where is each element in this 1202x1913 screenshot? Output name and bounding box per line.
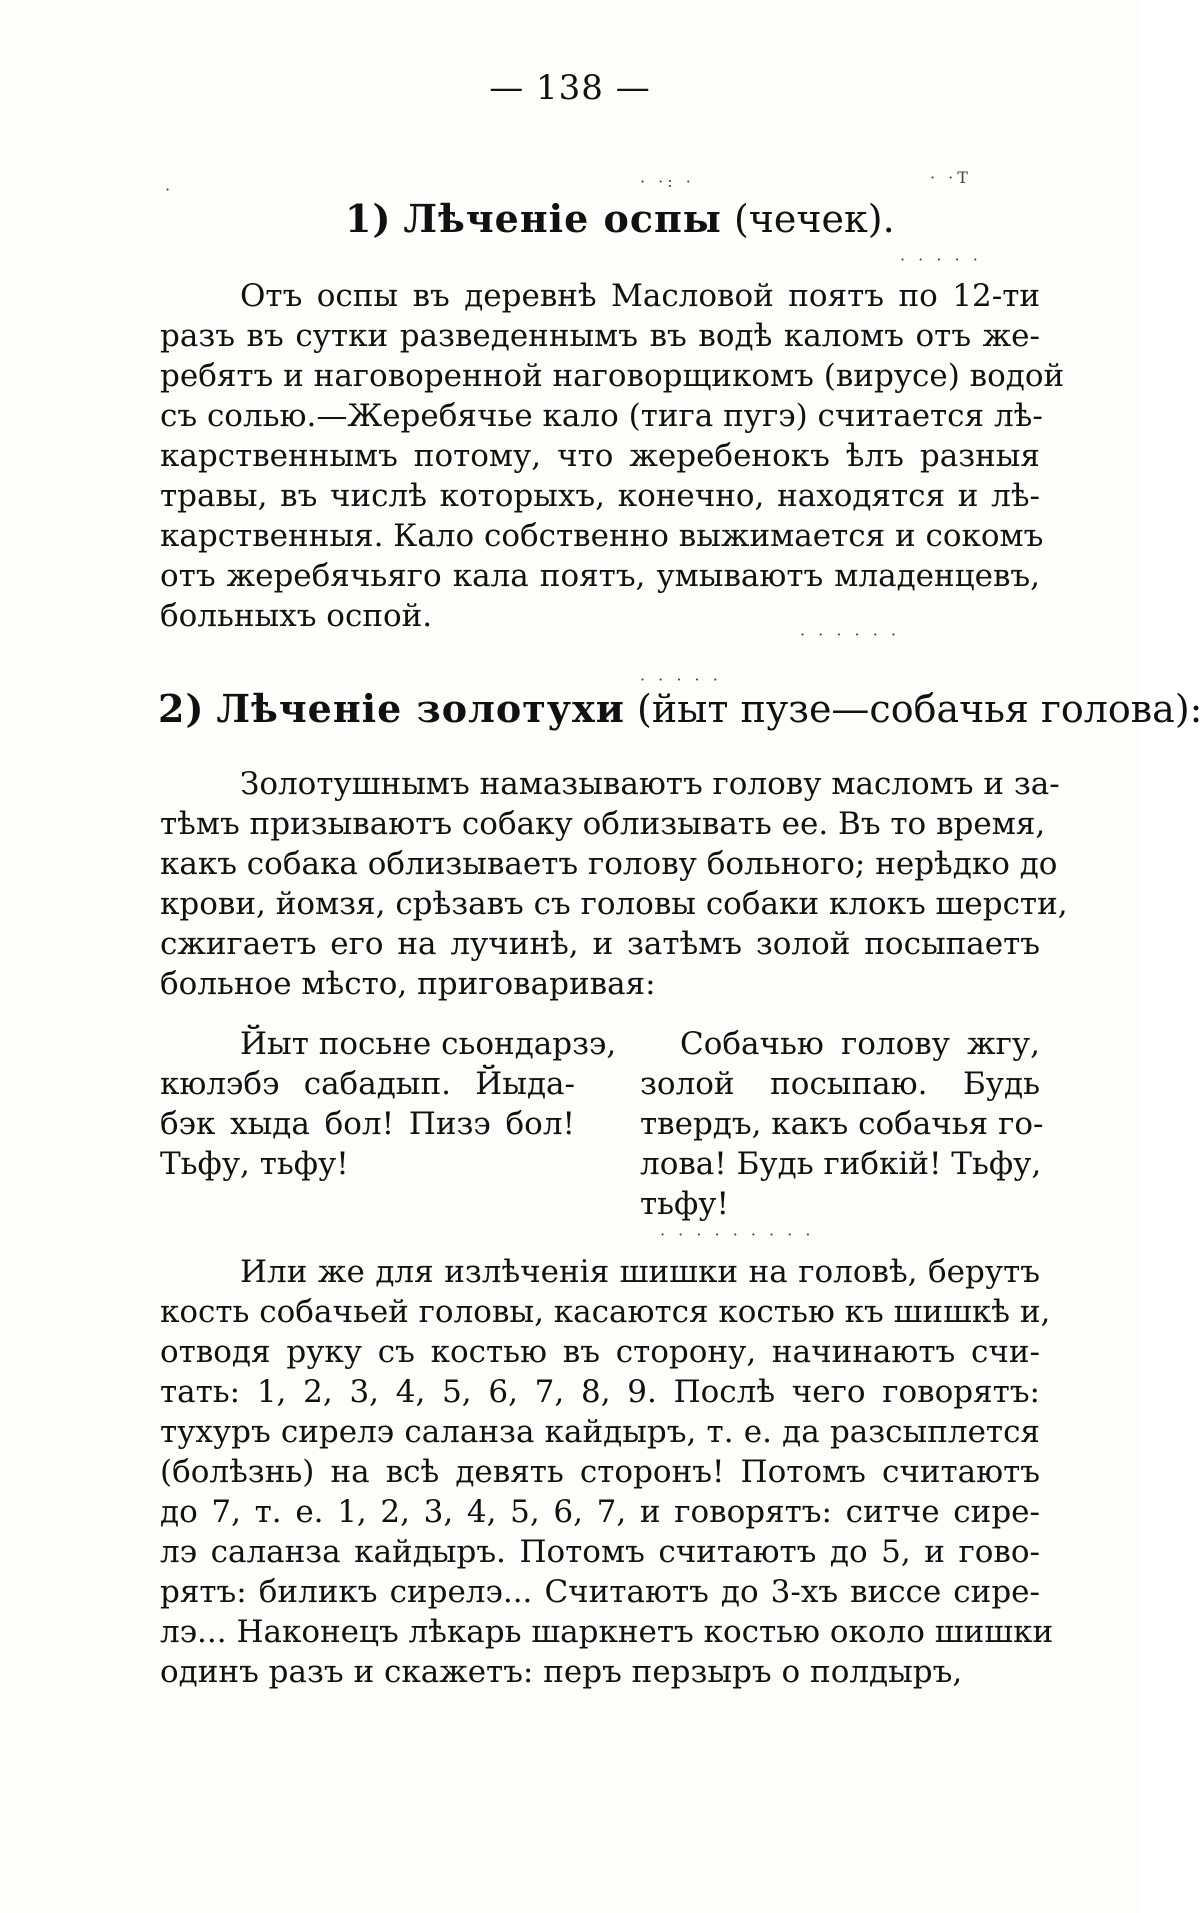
verse-line: Тьфу, тьфу! bbox=[160, 1146, 349, 1182]
text-line: рятъ: биликъ сирелэ... Считаютъ до 3-хъ виссе сире- bbox=[160, 1574, 1040, 1610]
text-line: крови, йомзя, срѣзавъ съ головы собаки клокъ шерсти, bbox=[160, 886, 1068, 922]
scan-noise: · · · · · bbox=[640, 670, 722, 689]
verse-line: бэк хыда бол! Пизэ бол! bbox=[160, 1106, 575, 1142]
scan-noise: · · · · · · bbox=[800, 625, 900, 644]
verse-line: Собачью голову жгу, bbox=[680, 1026, 1040, 1062]
text-line: карственнымъ потому, что жеребенокъ ѣлъ разныя bbox=[160, 438, 1040, 474]
text-line: Золотушнымъ намазываютъ голову масломъ и за- bbox=[240, 766, 1060, 802]
text-line: сжигаетъ его на лучинѣ, и затѣмъ золой посыпаетъ bbox=[160, 926, 1040, 962]
text-line: какъ собака облизываетъ голову больного; нерѣдко до bbox=[160, 846, 1058, 882]
scan-noise: · bbox=[165, 180, 175, 199]
scan-noise: · ·Т bbox=[930, 168, 972, 187]
text-line: тухуръ сирелэ саланза кайдыръ, т. е. да разсыплется bbox=[160, 1414, 1040, 1450]
verse-line: твердъ, какъ собачья го- bbox=[640, 1106, 1044, 1142]
text-line: одинъ разъ и скажетъ: перъ перзыръ о полдыръ, bbox=[160, 1654, 963, 1690]
incantation-translation bbox=[640, 1024, 1044, 1224]
text-line: разъ въ сутки разведеннымъ въ водѣ каломъ отъ же- bbox=[160, 318, 1040, 354]
section-heading bbox=[345, 196, 895, 241]
paragraph-bump-cure bbox=[160, 1252, 1054, 1692]
heading-title: Лѣченіе оспы bbox=[403, 196, 722, 241]
text-line: больныхъ оспой. bbox=[160, 598, 433, 634]
text-line: карственныя. Кало собственно выжимается и сокомъ bbox=[160, 518, 1044, 554]
heading-aside: (чечек). bbox=[733, 197, 895, 241]
text-line: тать: 1, 2, 3, 4, 5, 6, 7, 8, 9. Послѣ чего говорятъ: bbox=[160, 1374, 1040, 1410]
text-line: до 7, т. е. 1, 2, 3, 4, 5, 6, 7, и говорятъ: ситче сире- bbox=[160, 1494, 1040, 1530]
text-line: лэ саланза кайдыръ. Потомъ считаютъ до 5, и гово- bbox=[160, 1534, 1040, 1570]
text-line: лэ... Наконецъ лѣкарь шаркнетъ костью около шишки bbox=[160, 1614, 1054, 1650]
verse-line: тьфу! bbox=[640, 1186, 729, 1222]
text-line: ребятъ и наговоренной наговорщикомъ (вирусе) водой bbox=[160, 358, 1065, 394]
heading-number: 2) bbox=[158, 686, 205, 731]
text-line: съ солью.—Жеребячье кало (тига пугэ) считается лѣ- bbox=[160, 398, 1043, 434]
text-line: отводя руку съ костью въ сторону, начинаютъ счи- bbox=[160, 1334, 1040, 1370]
heading-aside: (йыт пузе—собачья голова): bbox=[637, 687, 1202, 731]
paragraph-scrofula bbox=[160, 764, 1068, 1004]
paragraph-smallpox bbox=[160, 276, 1065, 636]
verse-line: кюлэбэ сабадып. Йыда- bbox=[160, 1066, 575, 1102]
text-line: тѣмъ призываютъ собаку облизывать ее. Въ то время, bbox=[160, 806, 1046, 842]
text-line: Отъ оспы въ деревнѣ Масловой поятъ по 12-ти bbox=[240, 278, 1040, 314]
section-heading bbox=[158, 686, 1202, 731]
text-line: травы, въ числѣ которыхъ, конечно, находятся и лѣ- bbox=[160, 478, 1040, 514]
text-line: кость собачьей головы, касаются костью къ шишкѣ и, bbox=[160, 1294, 1051, 1330]
scan-noise: · · · · · bbox=[900, 250, 982, 269]
heading-number: 1) bbox=[345, 196, 392, 241]
text-line: Или же для излѣченія шишки на головѣ, берутъ bbox=[240, 1254, 1040, 1290]
incantation-original bbox=[160, 1024, 617, 1184]
text-line: (болѣзнь) на всѣ девять сторонъ! Потомъ считаютъ bbox=[160, 1454, 1040, 1490]
scan-noise: · ·: · bbox=[640, 172, 695, 191]
heading-title: Лѣченіе золотухи bbox=[216, 686, 625, 731]
verse-line: Йыт посьне сьондарзэ, bbox=[240, 1026, 617, 1062]
scan-noise: · · · · · · · · · bbox=[660, 1225, 815, 1244]
verse-line: лова! Будь гибкій! Тьфу, bbox=[640, 1146, 1042, 1182]
verse-line: золой посыпаю. Будь bbox=[640, 1066, 1040, 1102]
page-number: — 138 — bbox=[489, 68, 651, 108]
text-line: больное мѣсто, приговаривая: bbox=[160, 966, 656, 1002]
text-line: отъ жеребячьяго кала поятъ, умываютъ младенцевъ, bbox=[160, 558, 1040, 594]
